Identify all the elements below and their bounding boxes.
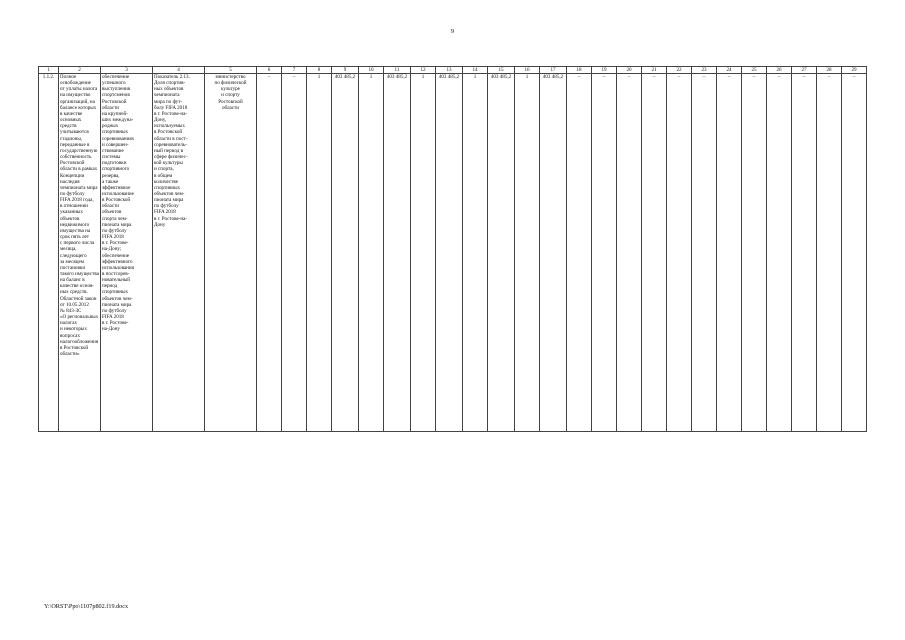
column-number: 12 <box>411 67 436 74</box>
value-cell: 403 485,2 <box>436 74 463 432</box>
column-number: 13 <box>436 67 463 74</box>
value-cell: – <box>567 74 592 432</box>
column-number: 19 <box>592 67 617 74</box>
value-cell: 1 <box>515 74 540 432</box>
responsible-ministry: министерство по физической культуре и спорту Ростовской области <box>205 74 257 432</box>
value-cell: 403 485,2 <box>540 74 567 432</box>
value-cell: – <box>692 74 717 432</box>
column-number: 26 <box>767 67 792 74</box>
column-number: 28 <box>817 67 842 74</box>
value-cell: 403 485,2 <box>488 74 515 432</box>
column-number: 14 <box>463 67 488 74</box>
page-number: 9 <box>450 28 455 35</box>
column-number: 22 <box>667 67 692 74</box>
value-cell: – <box>667 74 692 432</box>
value-cell: 1 <box>307 74 332 432</box>
table-row <box>39 74 867 432</box>
column-number: 18 <box>567 67 592 74</box>
column-number: 5 <box>205 67 257 74</box>
program-table <box>38 66 867 432</box>
value-cell: – <box>742 74 767 432</box>
value-cell: – <box>792 74 817 432</box>
value-cell: – <box>842 74 867 432</box>
value-cell: 1 <box>463 74 488 432</box>
column-number: 21 <box>642 67 667 74</box>
value-cell: 1 <box>411 74 436 432</box>
column-number: 23 <box>692 67 717 74</box>
value-cell: – <box>817 74 842 432</box>
column-number: 7 <box>282 67 307 74</box>
value-cell: – <box>592 74 617 432</box>
column-number: 3 <box>101 67 153 74</box>
column-number: 6 <box>257 67 282 74</box>
tax-benefit-description: Полное освобождение от уплаты налога на имущество организаций, на балансе которых в качестве основных средств учитываются стадионы, переданные в государственную собственность Ростовской области в рамках Концепции наследия чемпионата мира по футболу FIFA 2018 года, в отношении указанных объектов недвижимого имущества на срок пять лет с первого числа месяца, следующего за месяцем постановки такого имущества на баланс в качестве основ- ных средств. Областной закон от 10.05.2012 № 843-ЗС «О региональных налогах и некоторых вопросах налогообложения в Ростовской области» <box>59 74 101 432</box>
column-number: 10 <box>359 67 384 74</box>
column-number: 27 <box>792 67 817 74</box>
column-number: 25 <box>742 67 767 74</box>
column-number: 16 <box>515 67 540 74</box>
indicator-description: Показатель 2.13. Доля спортив- ных объектов чемпионата мира по фут- болу FIFA 2018 в г. Ростове-на- Дону, используемых в Ростовской области в пост- соревнователь- ный период в сфере физичес- кой культуры и спорта, в общем количестве спортивных объектов чем- пионата мира по футболу FIFA 2018 в г. Ростове-на- Дону <box>153 74 205 432</box>
value-cell: – <box>257 74 282 432</box>
value-cell: – <box>642 74 667 432</box>
column-number: 15 <box>488 67 515 74</box>
column-number: 8 <box>307 67 332 74</box>
value-cell: – <box>717 74 742 432</box>
column-number: 2 <box>59 67 101 74</box>
column-number: 1 <box>39 67 59 74</box>
column-number: 4 <box>153 67 205 74</box>
column-number: 29 <box>842 67 867 74</box>
value-cell: – <box>282 74 307 432</box>
value-cell: 403 485,2 <box>332 74 359 432</box>
value-cell: – <box>617 74 642 432</box>
value-cell: 1 <box>359 74 384 432</box>
column-number: 20 <box>617 67 642 74</box>
column-number: 9 <box>332 67 359 74</box>
column-number: 24 <box>717 67 742 74</box>
column-number: 11 <box>384 67 411 74</box>
row-number: 1.1.2. <box>39 74 59 432</box>
value-cell: 403 485,2 <box>384 74 411 432</box>
benefit-goal: обеспечение успешного выступления спортсменов Ростовской области на крупней- ших междуна- родных спортивных соревнованиях и совершен- ствование системы подготовки спортивного резерва, а также эффективное использование в Ростовской области объектов спорта чем- пионата мира по футболу FIFA 2018 в г. Ростове- на-Дону; обеспечение эффективного использования в постсорев- новательный период спортивных объектов чем- пионата мира по футболу FIFA 2018 в г. Ростове- на-Дону <box>101 74 153 432</box>
value-cell: – <box>767 74 792 432</box>
column-number: 17 <box>540 67 567 74</box>
file-path-footer: Y:\ORST\Ppo\1107p802.f19.docx <box>44 603 129 610</box>
column-number-row <box>39 67 867 74</box>
